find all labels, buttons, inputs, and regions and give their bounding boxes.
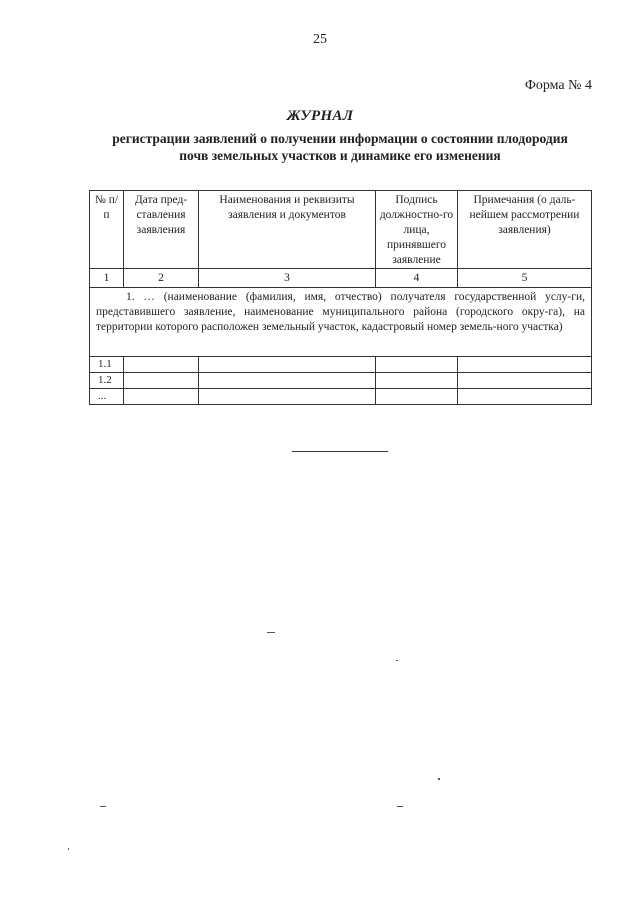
table-cell [376,373,458,389]
table-row [90,389,592,405]
scan-speck [68,848,69,850]
document-subtitle [70,130,610,164]
column-number: 4 [376,269,458,288]
table-cell [199,373,376,389]
header-date: Дата пред-ставления заявления [124,191,199,269]
column-number: 3 [199,269,376,288]
header-row [90,191,592,269]
group-row [90,288,592,357]
table-cell [376,389,458,405]
subtitle-line-1: регистрации заявлений о получении информации о состоянии плодородия [112,131,568,146]
table-row [90,357,592,373]
scan-speck [438,778,440,780]
form-label: Форма № 4 [524,78,592,93]
row-number: 1.1 [90,357,124,373]
row-number: ... [90,389,124,405]
column-number: 2 [124,269,199,288]
table-cell [458,389,592,405]
row-number: 1.2 [90,373,124,389]
table-cell [199,389,376,405]
group-description: 1. … (наименование (фамилия, имя, отчество) получателя государственной услу-ги, представившего заявление, наименование муниципального района (городского окру-га), на территории которого расположен земельный участок, кадастровый номер земель-ного участка) [90,288,592,357]
table-row [90,373,592,389]
scan-speck [396,660,398,661]
table-cell [458,357,592,373]
table-cell [458,373,592,389]
header-notes: Примечания (о даль-нейшем рассмотрении заявления) [458,191,592,269]
document-title: ЖУРНАЛ [286,108,354,124]
table-cell [124,373,199,389]
table-cell [124,389,199,405]
closing-rule [292,451,388,452]
subtitle-line-2: почв земельных участков и динамике его изменения [179,148,501,163]
header-signature: Подпись должностно-го лица, принявшего заявление [376,191,458,269]
scan-speck [397,806,403,807]
scan-speck [100,806,106,807]
header-documents: Наименования и реквизиты заявления и документов [199,191,376,269]
table-cell [124,357,199,373]
header-number: № п/п [90,191,124,269]
journal-table [89,190,592,405]
column-number: 1 [90,269,124,288]
table-cell [376,357,458,373]
page-number: 25 [313,32,327,47]
column-number-row [90,269,592,288]
column-number: 5 [458,269,592,288]
table-cell [199,357,376,373]
scan-speck [267,632,275,633]
